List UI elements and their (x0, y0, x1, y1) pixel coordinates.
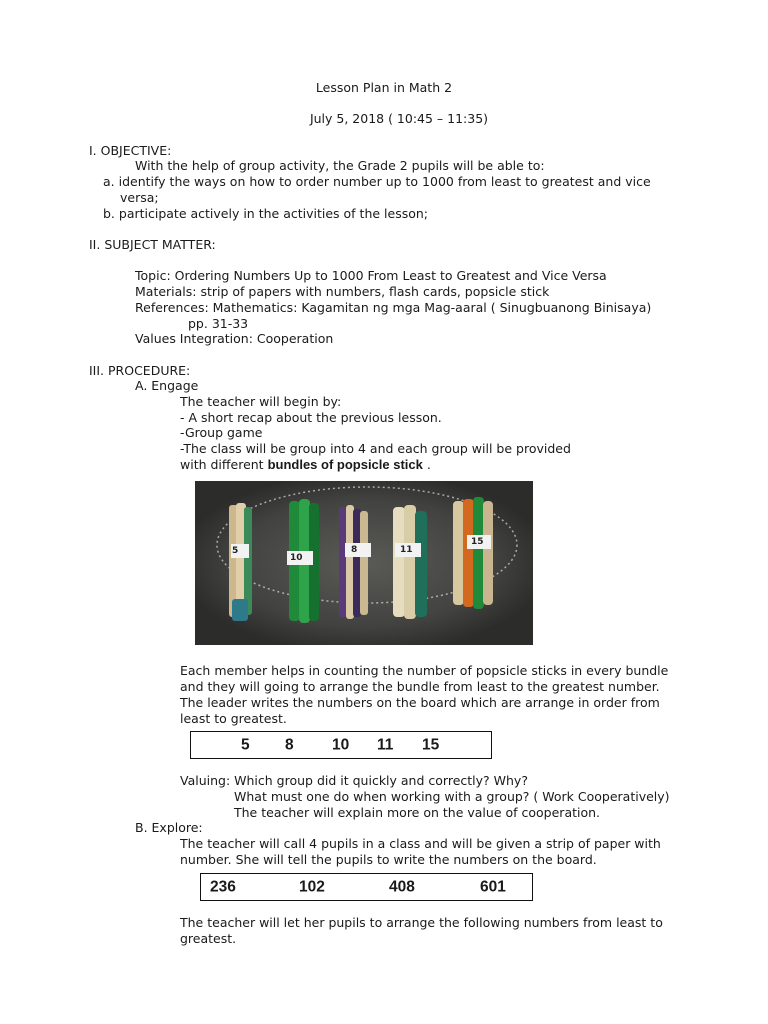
engage-line-5-pre: with different (180, 457, 268, 472)
procedure-heading: III. PROCEDURE: (89, 363, 191, 378)
bundle-label-8: 8 (351, 545, 358, 555)
engage-line-5 (180, 457, 431, 473)
popsicle-bundles-illustration (195, 481, 533, 645)
valuing-line-3: The teacher will explain more on the value of cooperation. (234, 805, 601, 820)
objective-intro: With the help of group activity, the Grade 2 pupils will be able to: (135, 158, 545, 173)
explore-line-3: The teacher will let her pupils to arrange the following numbers from least to (180, 915, 663, 930)
engage-heading: A. Engage (135, 378, 199, 393)
valuing-line-1: Valuing: Which group did it quickly and correctly? Why? (180, 773, 528, 788)
subject-matter-heading: II. SUBJECT MATTER: (89, 237, 216, 252)
engage-line-3: -Group game (180, 425, 263, 440)
bundle-15 (453, 497, 493, 609)
ordered-numbers-box (190, 731, 492, 759)
explore-number: 236 (210, 878, 236, 896)
engage-paragraph-4: least to greatest. (180, 711, 287, 726)
bundle-11 (393, 505, 427, 619)
engage-paragraph-1: Each member helps in counting the number of popsicle sticks in every bundle (180, 663, 669, 678)
explore-number: 601 (480, 878, 506, 896)
popsicle-bundles-photo (195, 481, 533, 645)
bundles-phrase: bundles of popsicle stick (267, 457, 423, 472)
topic-line: Topic: Ordering Numbers Up to 1000 From Least to Greatest and Vice Versa (135, 268, 607, 283)
explore-number: 102 (299, 878, 325, 896)
ordered-number: 5 (241, 736, 250, 754)
explore-line-2: number. She will tell the pupils to write the numbers on the board. (180, 852, 597, 867)
explore-line-1: The teacher will call 4 pupils in a class and will be given a strip of paper with (180, 836, 661, 851)
objective-item-b: b. participate actively in the activities of the lesson; (103, 206, 428, 221)
bundle-label-5: 5 (232, 546, 239, 556)
objective-heading: I. OBJECTIVE: (89, 143, 172, 158)
ordered-number: 11 (377, 736, 394, 754)
bundle-label-15: 15 (471, 537, 484, 547)
objective-item-a: a. identify the ways on how to order number up to 1000 from least to greatest and vice (103, 174, 651, 189)
engage-line-1: The teacher will begin by: (180, 394, 342, 409)
explore-heading: B. Explore: (135, 820, 203, 835)
references-line: References: Mathematics: Kagamitan ng mga Mag-aaral ( Sinugbuanong Binisaya) (135, 300, 652, 315)
explore-numbers-box (200, 873, 533, 901)
bundle-label-11: 11 (400, 545, 413, 555)
engage-paragraph-3: The leader writes the numbers on the board which are arrange in order from (180, 695, 660, 710)
lesson-date: July 5, 2018 ( 10:45 – 11:35) (309, 111, 489, 126)
materials-line: Materials: strip of papers with numbers, flash cards, popsicle stick (135, 284, 550, 299)
bundle-5 (229, 503, 252, 621)
engage-line-5-post: . (422, 457, 431, 472)
objective-item-a-cont: versa; (120, 190, 159, 205)
engage-line-2: - A short recap about the previous lesson. (180, 410, 442, 425)
ordered-number: 8 (285, 736, 294, 754)
explore-number: 408 (389, 878, 415, 896)
explore-line-4: greatest. (180, 931, 237, 946)
bundle-label-10: 10 (290, 553, 303, 563)
valuing-line-2: What must one do when working with a group? ( Work Cooperatively) (234, 789, 670, 804)
ordered-number: 10 (332, 736, 350, 754)
references-pages: pp. 31-33 (188, 316, 249, 331)
ordered-number: 15 (422, 736, 440, 754)
values-line: Values Integration: Cooperation (135, 331, 334, 346)
engage-paragraph-2: and they will going to arrange the bundle from least to the greatest number. (180, 679, 660, 694)
bundle-8 (339, 505, 371, 619)
page-title: Lesson Plan in Math 2 (315, 80, 453, 95)
engage-line-4: -The class will be group into 4 and each group will be provided (180, 441, 571, 456)
